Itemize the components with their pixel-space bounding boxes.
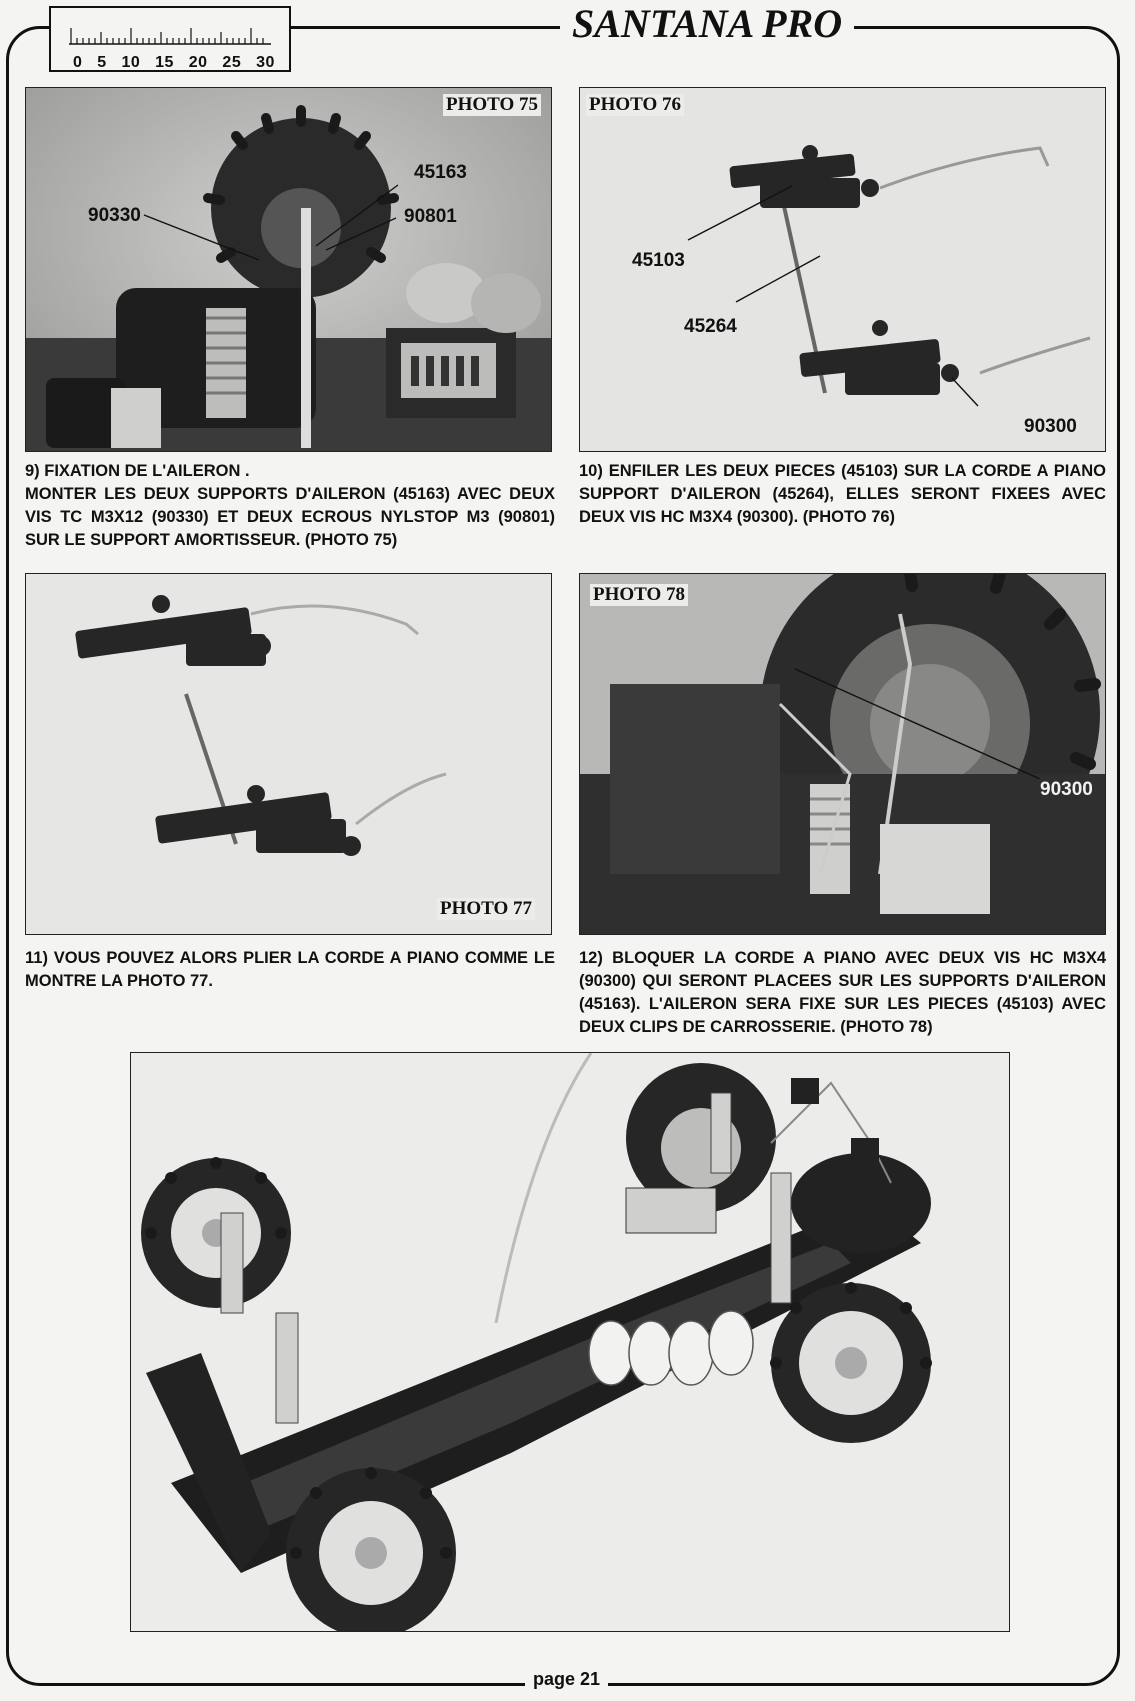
photo-75-label: PHOTO 75	[443, 94, 541, 116]
part-45103: 45103	[632, 250, 685, 271]
caption-step-12	[579, 947, 1106, 1039]
part-90330: 90330	[88, 205, 141, 226]
scale-ruler	[49, 6, 291, 72]
photo-78	[579, 573, 1106, 935]
part-45163: 45163	[414, 162, 467, 183]
part-90300-b: 90300	[1040, 779, 1093, 800]
caption-step-10	[579, 460, 1106, 529]
part-90801: 90801	[404, 206, 457, 227]
photo-77	[25, 573, 552, 935]
brand-title: SANTANA PRO	[560, 0, 854, 48]
photo-75	[25, 87, 552, 452]
photo-77-label: PHOTO 77	[437, 898, 535, 920]
caption-step-9	[25, 460, 555, 552]
caption-step-11	[25, 947, 555, 993]
photo-assembled-car	[130, 1052, 1010, 1632]
caption-step-12-text: 12) BLOQUER LA CORDE A PIANO AVEC DEUX VIS HC M3X4 (90300) QUI SERONT PLACEES SUR LES SUPPORTS D'AILERON (45163). L'AILERON SERA FIXE SUR LES PIECES (45103) AVEC DEUX CLIPS DE CARROSSERIE. (PHOTO 78)	[579, 949, 1106, 1036]
ruler-numbers: 0 5 10 15 20 25 30	[73, 54, 275, 71]
caption-step-10-text: 10) ENFILER LES DEUX PIECES (45103) SUR LA CORDE A PIANO SUPPORT D'AILERON (45264), ELLES SERONT FIXEES AVEC DEUX VIS HC M3X4 (90300). (PHOTO 76)	[579, 462, 1106, 526]
page-number: page 21	[525, 1669, 608, 1690]
part-90300-a: 90300	[1024, 416, 1077, 437]
photo-76-label: PHOTO 76	[586, 94, 684, 116]
photo-78-label: PHOTO 78	[590, 584, 688, 606]
caption-step-11-text: 11) VOUS POUVEZ ALORS PLIER LA CORDE A PIANO COMME LE MONTRE LA PHOTO 77.	[25, 949, 555, 990]
caption-step-9-title: 9) FIXATION DE L'AILERON .	[25, 462, 250, 480]
part-45264: 45264	[684, 316, 737, 337]
photo-76	[579, 87, 1106, 452]
caption-step-9-text: MONTER LES DEUX SUPPORTS D'AILERON (45163) AVEC DEUX VIS TC M3X12 (90330) ET DEUX ECROUS NYLSTOP M3 (90801) SUR LE SUPPORT AMORTISSEUR. (PHOTO 75)	[25, 485, 555, 549]
